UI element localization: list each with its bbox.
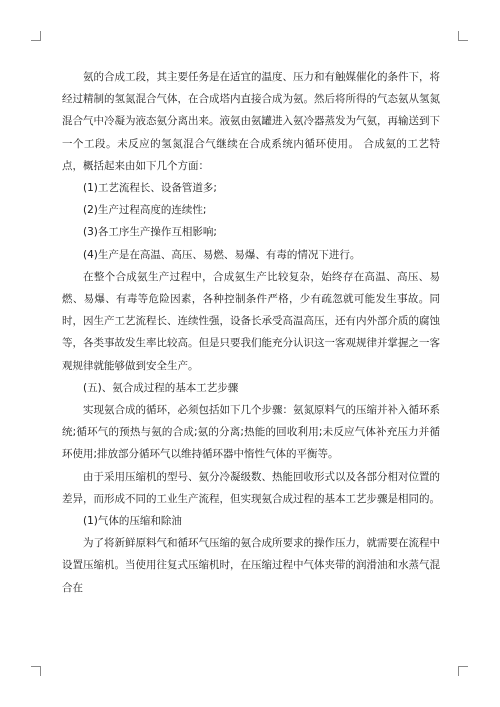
crop-mark-bottom-right [458,666,468,676]
paragraph-ammonia-synthesis-section: 氨的合成工段，其主要任务是在适宜的温度、压力和有触媒催化的条件下，将经过精制的氢氮混合气体，在合成塔内直接合成为氨。然后将所得的气态氨从氢氮混合气中冷凝为液态氨分离出来。液氨由氨罐进入氨冷器蒸发为气氨，再输送到下一个工段。未反应的氢氮混合气继续在合成系统内循环使用。 合成氨的工艺特点，概括起来由如下几个方面： [62,71,440,172]
section-heading-basic-steps: (五)、氨合成过程的基本工艺步骤 [83,381,239,394]
document-body [62,66,440,599]
crop-mark-top-left [31,31,41,41]
paragraph-safety-risks: 在整个合成氨生产过程中，合成氨生产比较复杂，始终存在高温、高压、易燃、易爆、有毒等危险因素，各种控制条件严格，少有疏忽就可能发生事故。同时，因生产工艺流程长、连续性强，设备长承受高温高压，还有内外部介质的腐蚀等，各类事故发生率比较高。但是只要我们能充分认识这一客观规律并掌握之一客观规律就能够做到安全生产。 [62,270,440,372]
subheading-gas-compression: (1)气体的压缩和除油 [83,515,182,528]
paragraph-synthesis-cycle-steps: 实现氨合成的循环，必须包括如下几个步骤：氨氮原料气的压缩并补入循环系统;循环气的预热与氨的合成;氨的分离;热能的回收利用;未反应气体补充压力并循环使用;排放部分循环气以维持循环器中惰性气体的平衡等。 [62,404,440,461]
paragraph-compressor-setup: 为了将新鲜原料气和循环气压缩的氨合成所要求的操作压力，就需要在流程中设置压缩机。当使用往复式压缩机时，在压缩过程中气体夹带的润滑油和水蒸气混合在 [62,537,440,594]
list-item-process-long: (1)工艺流程长、设备管道多; [83,182,217,195]
list-item-interdependence: (3)各工序生产操作互相影响; [83,226,217,239]
list-item-continuity: (2)生产过程高度的连续性; [83,204,207,217]
paragraph-process-differences: 由于采用压缩机的型号、氨分冷凝级数、热能回收形式以及各部分相对位置的差异，而形成不同的工业生产流程，但实现氨合成过程的基本工艺步骤是相同的。 [62,470,440,505]
list-item-hazard-conditions: (4)生产是在高温、高压、易燃、易爆、有毒的情况下进行。 [83,248,361,261]
crop-mark-top-right [458,31,468,41]
crop-mark-bottom-left [31,666,41,676]
